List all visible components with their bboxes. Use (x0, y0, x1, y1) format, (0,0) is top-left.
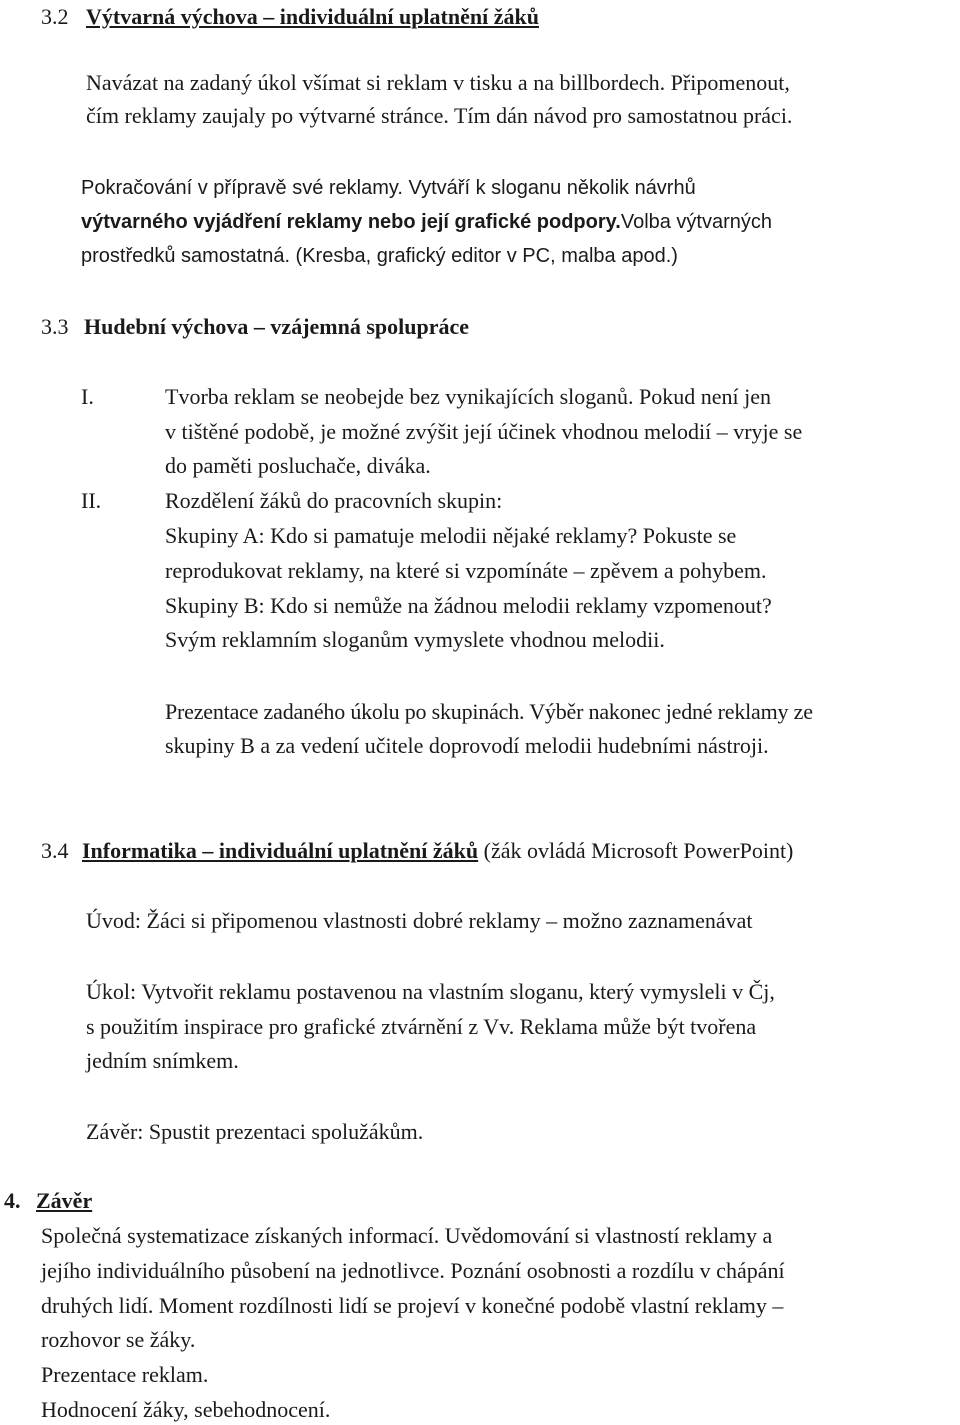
list-item-line: Rozdělení žáků do pracovních skupin: (165, 488, 503, 513)
task-line: s použitím inspirace pro grafické ztvárnění z Vv. Reklama může být tvořena (86, 1014, 757, 1039)
list-marker: I. (81, 384, 94, 409)
paragraph-line (81, 207, 772, 237)
bold-text: výtvarného vyjádření reklamy nebo její grafické podpory. (81, 211, 621, 233)
section-title: Výtvarná výchova – individuální uplatnění žáků (86, 4, 539, 29)
section-3-3-heading (41, 312, 469, 342)
paragraph-line: druhých lidí. Moment rozdílnosti lidí se projeví v konečné podobě vlastní reklamy – (41, 1293, 784, 1318)
task-line: jedním snímkem. (86, 1048, 239, 1073)
section-number: 4. (4, 1188, 21, 1213)
paragraph-line: Hodnocení žáky, sebehodnocení. (41, 1397, 331, 1422)
section-title-note: (žák ovládá Microsoft PowerPoint) (478, 838, 794, 863)
section-title: Hudební výchova – vzájemná spolupráce (84, 314, 470, 339)
section-title: Závěr (36, 1188, 93, 1213)
section-3-2-heading (41, 2, 539, 32)
list-item-line: do paměti posluchače, diváka. (165, 453, 431, 478)
section-number: 3.3 (41, 314, 69, 339)
list-item-line: Skupiny B: Kdo si nemůže na žádnou melodii reklamy vzpomenout? (165, 593, 772, 618)
paragraph-line: Společná systematizace získaných informací. Uvědomování si vlastností reklamy a (41, 1223, 773, 1248)
section-4-heading (4, 1186, 92, 1216)
paragraph-line: skupiny B a za vedení učitele doprovodí melodii hudebními nástroji. (165, 733, 769, 758)
list-item-line: reprodukovat reklamy, na které si vzpomínáte – zpěvem a pohybem. (165, 558, 767, 583)
paragraph-line: čím reklamy zaujaly po výtvarné stránce. Tím dán návod pro samostatnou práci. (86, 103, 793, 128)
section-3-4-heading (41, 836, 793, 866)
conclusion-line: Závěr: Spustit prezentaci spolužákům. (86, 1119, 424, 1144)
paragraph-line: Pokračování v přípravě své reklamy. Vytváří k sloganu několik návrhů (81, 177, 696, 199)
paragraph-line: rozhovor se žáky. (41, 1327, 196, 1352)
list-item-line: v tištěné podobě, je možné zvýšit její účinek vhodnou melodií – vryje se (165, 419, 803, 444)
task-line: Úkol: Vytvořit reklamu postavenou na vlastním sloganu, který vymysleli v Čj, (86, 979, 775, 1004)
paragraph-line: prostředků samostatná. (Kresba, grafický editor v PC, malba apod.) (81, 245, 678, 267)
section-number: 3.2 (41, 4, 69, 29)
paragraph-line: Navázat na zadaný úkol všímat si reklam v tisku a na billbordech. Připomenout, (86, 70, 790, 95)
paragraph-line: jejího individuálního působení na jednotlivce. Poznání osobnosti a rozdílu v chápání (41, 1258, 785, 1283)
paragraph-line: Prezentace zadaného úkolu po skupinách. Výběr nakonec jedné reklamy ze (165, 699, 813, 724)
paragraph-line: Prezentace reklam. (41, 1362, 209, 1387)
plain-text: Volba výtvarných (620, 211, 773, 233)
list-item-line: Svým reklamním sloganům vymyslete vhodnou melodii. (165, 627, 665, 652)
section-title: Informatika – individuální uplatnění žáků (82, 838, 479, 863)
section-number: 3.4 (41, 838, 69, 863)
intro-line: Úvod: Žáci si připomenou vlastnosti dobré reklamy – možno zaznamenávat (86, 908, 753, 933)
list-item-line: Tvorba reklam se neobejde bez vynikajících sloganů. Pokud není jen (165, 384, 772, 409)
list-item-line: Skupiny A: Kdo si pamatuje melodii nějaké reklamy? Pokuste se (165, 523, 737, 548)
list-marker: II. (81, 488, 102, 513)
